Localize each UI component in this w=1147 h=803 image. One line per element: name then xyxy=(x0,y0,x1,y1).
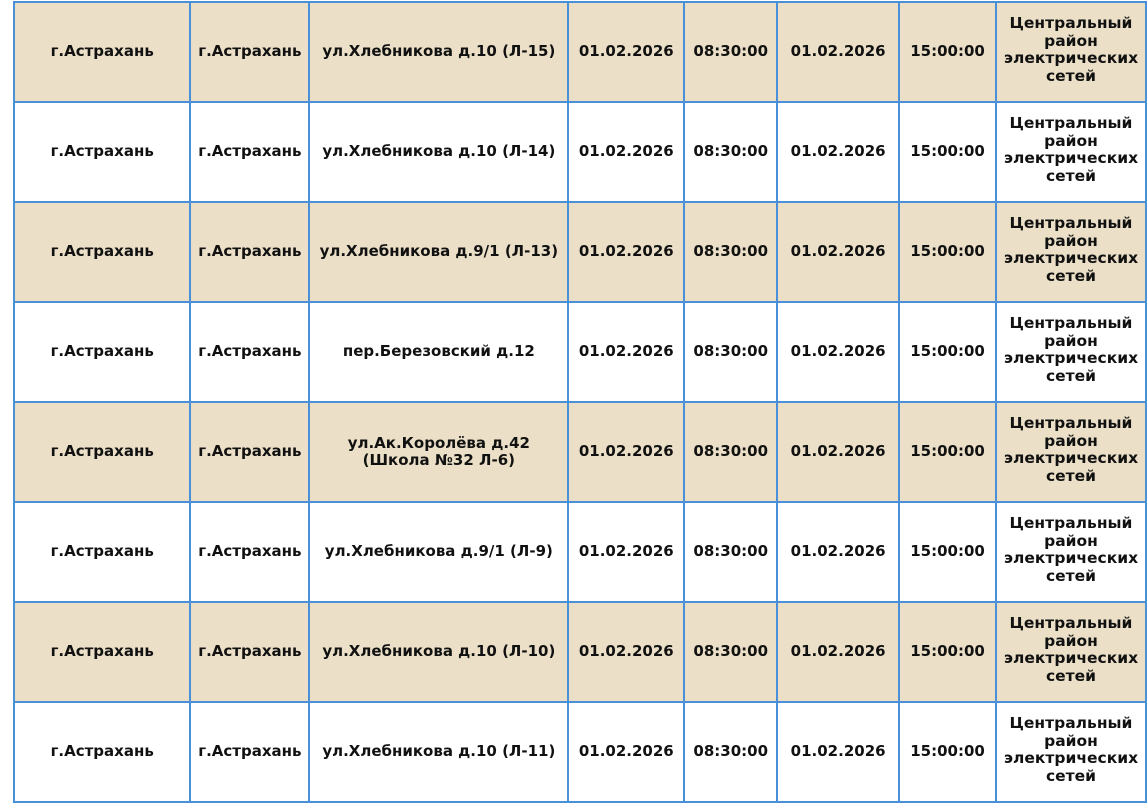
address-cell: пер.Березовский д.12 xyxy=(309,302,568,402)
start-time-cell: 08:30:00 xyxy=(684,2,777,102)
table-row xyxy=(14,702,1146,802)
table-row xyxy=(14,302,1146,402)
end-date-cell: 01.02.2026 xyxy=(777,2,899,102)
end-date-cell: 01.02.2026 xyxy=(777,602,899,702)
table-row xyxy=(14,402,1146,502)
table-row xyxy=(14,202,1146,302)
end-date-cell: 01.02.2026 xyxy=(777,302,899,402)
locality-cell: г.Астрахань xyxy=(190,502,309,602)
start-date-cell: 01.02.2026 xyxy=(568,2,684,102)
address-cell: ул.Ак.Королёва д.42 (Школа №32 Л-6) xyxy=(309,402,568,502)
start-date-cell: 01.02.2026 xyxy=(568,602,684,702)
outage-table xyxy=(13,1,1147,803)
end-time-cell: 15:00:00 xyxy=(899,602,996,702)
district-cell: Центральный район электрических сетей xyxy=(996,302,1146,402)
end-time-cell: 15:00:00 xyxy=(899,402,996,502)
district-cell: Центральный район электрических сетей xyxy=(996,202,1146,302)
address-cell: ул.Хлебникова д.10 (Л-10) xyxy=(309,602,568,702)
table-row xyxy=(14,502,1146,602)
address-cell: ул.Хлебникова д.10 (Л-15) xyxy=(309,2,568,102)
start-time-cell: 08:30:00 xyxy=(684,702,777,802)
end-time-cell: 15:00:00 xyxy=(899,702,996,802)
end-time-cell: 15:00:00 xyxy=(899,202,996,302)
address-cell: ул.Хлебникова д.10 (Л-11) xyxy=(309,702,568,802)
locality-cell: г.Астрахань xyxy=(190,602,309,702)
locality-cell: г.Астрахань xyxy=(190,302,309,402)
end-time-cell: 15:00:00 xyxy=(899,502,996,602)
start-date-cell: 01.02.2026 xyxy=(568,402,684,502)
end-date-cell: 01.02.2026 xyxy=(777,202,899,302)
start-time-cell: 08:30:00 xyxy=(684,602,777,702)
district-cell: Центральный район электрических сетей xyxy=(996,402,1146,502)
city-cell: г.Астрахань xyxy=(14,502,190,602)
locality-cell: г.Астрахань xyxy=(190,202,309,302)
end-date-cell: 01.02.2026 xyxy=(777,402,899,502)
start-date-cell: 01.02.2026 xyxy=(568,302,684,402)
start-time-cell: 08:30:00 xyxy=(684,302,777,402)
city-cell: г.Астрахань xyxy=(14,602,190,702)
start-time-cell: 08:30:00 xyxy=(684,502,777,602)
start-date-cell: 01.02.2026 xyxy=(568,102,684,202)
district-cell: Центральный район электрических сетей xyxy=(996,702,1146,802)
start-date-cell: 01.02.2026 xyxy=(568,702,684,802)
locality-cell: г.Астрахань xyxy=(190,702,309,802)
address-cell: ул.Хлебникова д.9/1 (Л-9) xyxy=(309,502,568,602)
table-row xyxy=(14,602,1146,702)
address-cell: ул.Хлебникова д.9/1 (Л-13) xyxy=(309,202,568,302)
locality-cell: г.Астрахань xyxy=(190,402,309,502)
start-time-cell: 08:30:00 xyxy=(684,402,777,502)
locality-cell: г.Астрахань xyxy=(190,2,309,102)
table-row xyxy=(14,102,1146,202)
start-date-cell: 01.02.2026 xyxy=(568,502,684,602)
district-cell: Центральный район электрических сетей xyxy=(996,602,1146,702)
end-time-cell: 15:00:00 xyxy=(899,102,996,202)
district-cell: Центральный район электрических сетей xyxy=(996,2,1146,102)
start-time-cell: 08:30:00 xyxy=(684,102,777,202)
locality-cell: г.Астрахань xyxy=(190,102,309,202)
end-time-cell: 15:00:00 xyxy=(899,2,996,102)
city-cell: г.Астрахань xyxy=(14,302,190,402)
address-cell: ул.Хлебникова д.10 (Л-14) xyxy=(309,102,568,202)
end-time-cell: 15:00:00 xyxy=(899,302,996,402)
end-date-cell: 01.02.2026 xyxy=(777,102,899,202)
city-cell: г.Астрахань xyxy=(14,702,190,802)
city-cell: г.Астрахань xyxy=(14,402,190,502)
start-date-cell: 01.02.2026 xyxy=(568,202,684,302)
start-time-cell: 08:30:00 xyxy=(684,202,777,302)
table-row xyxy=(14,2,1146,102)
table-body xyxy=(14,2,1146,802)
district-cell: Центральный район электрических сетей xyxy=(996,102,1146,202)
end-date-cell: 01.02.2026 xyxy=(777,502,899,602)
city-cell: г.Астрахань xyxy=(14,202,190,302)
city-cell: г.Астрахань xyxy=(14,102,190,202)
district-cell: Центральный район электрических сетей xyxy=(996,502,1146,602)
city-cell: г.Астрахань xyxy=(14,2,190,102)
end-date-cell: 01.02.2026 xyxy=(777,702,899,802)
